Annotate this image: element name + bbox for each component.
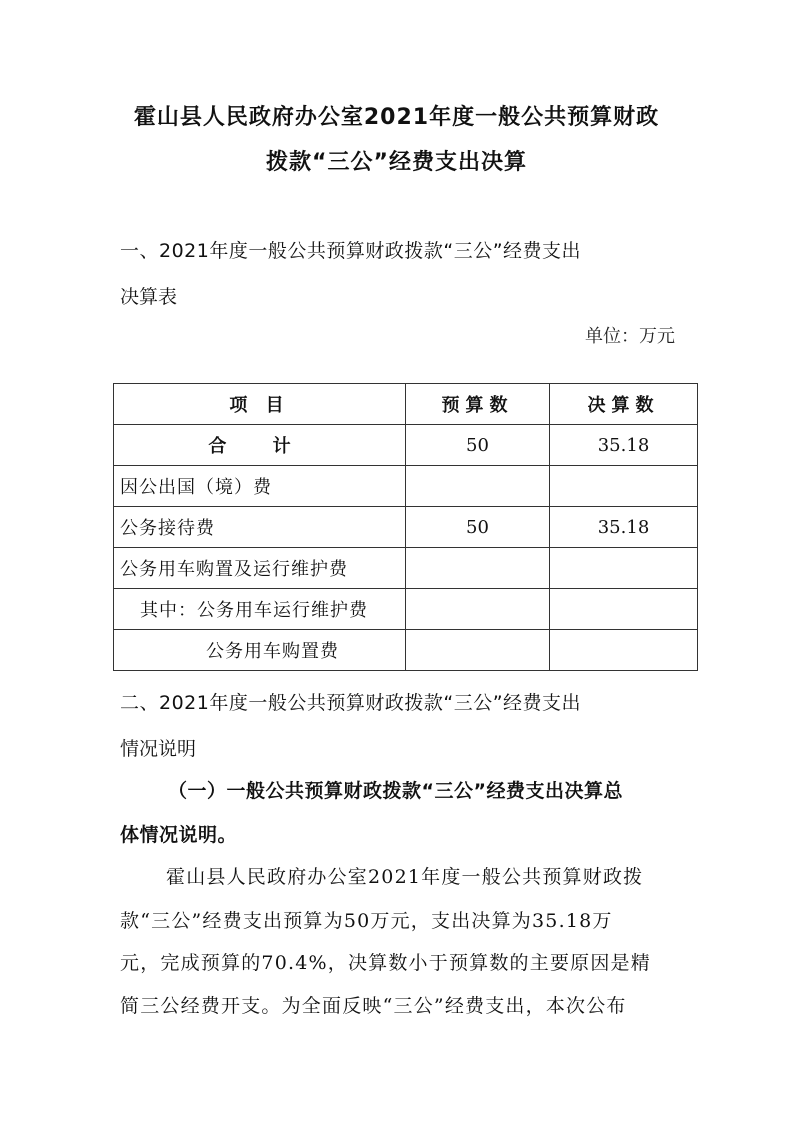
table-row	[114, 589, 698, 630]
row-actual	[550, 589, 698, 630]
row-budget	[406, 630, 550, 671]
row-budget: 50	[406, 425, 550, 466]
table-row	[114, 507, 698, 548]
row-actual: 35.18	[550, 507, 698, 548]
row-budget	[406, 548, 550, 589]
section2-heading: 二、2021年度一般公共预算财政拨款“三公”经费支出	[120, 692, 582, 714]
table-row	[114, 425, 698, 466]
row-actual	[550, 466, 698, 507]
paragraph-line: 霍山县人民政府办公室2021年度一般公共预算财政拨	[166, 866, 644, 888]
row-item: 公务用车购置及运行维护费	[114, 548, 406, 589]
row-item: 公务接待费	[114, 507, 406, 548]
unit-label: 单位：万元	[585, 326, 675, 347]
header-item: 项 目	[114, 384, 406, 425]
row-budget	[406, 466, 550, 507]
document-title-line1: 霍山县人民政府办公室2021年度一般公共预算财政	[133, 105, 660, 130]
subsection1-heading: （一）一般公共预算财政拨款“三公”经费支出决算总	[168, 780, 623, 802]
row-actual	[550, 548, 698, 589]
expense-table	[113, 383, 698, 671]
section1-heading-cont: 决算表	[120, 286, 178, 308]
section2-heading-cont: 情况说明	[120, 738, 197, 760]
table-row	[114, 466, 698, 507]
row-actual	[550, 630, 698, 671]
section1-heading: 一、2021年度一般公共预算财政拨款“三公”经费支出	[120, 240, 582, 262]
row-budget: 50	[406, 507, 550, 548]
table-header-row	[114, 384, 698, 425]
row-item: 因公出国（境）费	[114, 466, 406, 507]
header-budget: 预算数	[406, 384, 550, 425]
header-actual: 决算数	[550, 384, 698, 425]
row-item: 公务用车购置费	[114, 630, 406, 671]
paragraph-line: 元，完成预算的70.4%，决算数小于预算数的主要原因是精	[120, 952, 651, 974]
subsection1-heading-cont: 体情况说明。	[120, 824, 238, 846]
row-budget	[406, 589, 550, 630]
document-title-line2: 拨款“三公”经费支出决算	[266, 150, 527, 175]
table-row	[114, 548, 698, 589]
row-actual: 35.18	[550, 425, 698, 466]
paragraph-line: 简三公经费开支。为全面反映“三公”经费支出，本次公布	[120, 995, 627, 1017]
table-row	[114, 630, 698, 671]
row-item: 合 计	[114, 425, 406, 466]
row-item: 其中：公务用车运行维护费	[114, 589, 406, 630]
paragraph-line: 款“三公”经费支出预算为50万元，支出决算为35.18万	[120, 910, 613, 932]
